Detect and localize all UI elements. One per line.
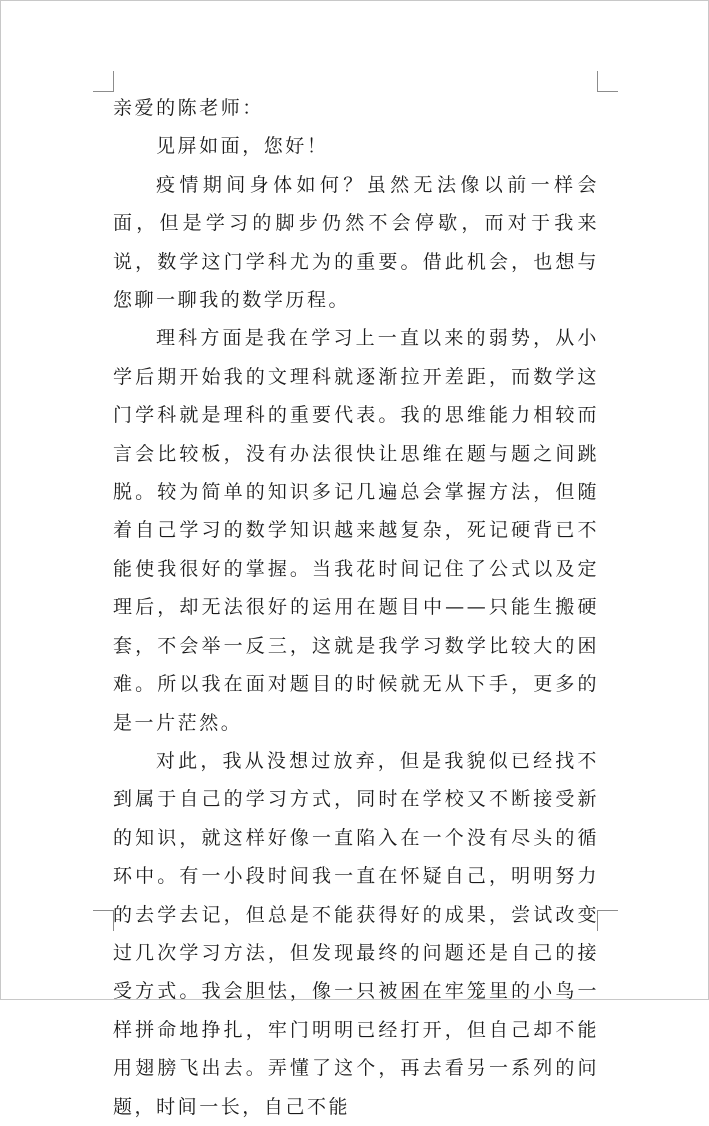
letter-paragraph-2: 理科方面是我在学习上一直以来的弱势，从小学后期开始我的文理科就逐渐拉开差距，而数学这门学科就是理科的重要代表。我的思维能力相较而言会比较板，没有办法很快让思维在题与题之间跳脱。较为简单的知识多记几遍总会掌握方法，但随着自己学习的数学知识越来越复杂，死记硬背已不能使我很好的掌握。当我花时间记住了公式以及定理后，却无法很好的运用在题目中——只能生搬硬套，不会举一反三，这就是我学习数学比较大的困难。所以我在面对题目的时候就无从下手，更多的是一片茫然。 <box>113 327 599 734</box>
letter-greeting: 见屏如面，您好！ <box>156 135 329 158</box>
letter-paragraph-3: 对此，我从没想过放弃，但是我貌似已经找不到属于自己的学习方式，同时在学校又不断接受新的知识，就这样好像一直陷入在一个没有尽头的循环中。有一小段时间我一直在怀疑自己，明明努力的去学去记，但总是不能获得好的成果，尝试改变过几次学习方法，但发现最终的问题还是自己的接受方式。我会胆怯，像一只被困在牢笼里的小鸟一样拼命地挣扎，牢门明明已经打开，但自己却不能用翅膀飞出去。弄懂了这个，再去看另一系列的问题，时间一长，自己不能 <box>113 749 599 1118</box>
crop-mark-top-right <box>597 71 618 92</box>
letter-body[interactable] <box>113 89 599 1118</box>
letter-paragraph-1: 疫情期间身体如何？虽然无法像以前一样会面，但是学习的脚步仍然不会停歇，而对于我来说，数学这门学科尤为的重要。借此机会，也想与您聊一聊我的数学历程。 <box>113 173 599 312</box>
crop-mark-top-left <box>93 71 114 92</box>
letter-salutation: 亲爱的陈老师： <box>113 97 264 119</box>
crop-mark-bottom-right <box>597 910 618 931</box>
crop-mark-bottom-left <box>93 910 114 931</box>
